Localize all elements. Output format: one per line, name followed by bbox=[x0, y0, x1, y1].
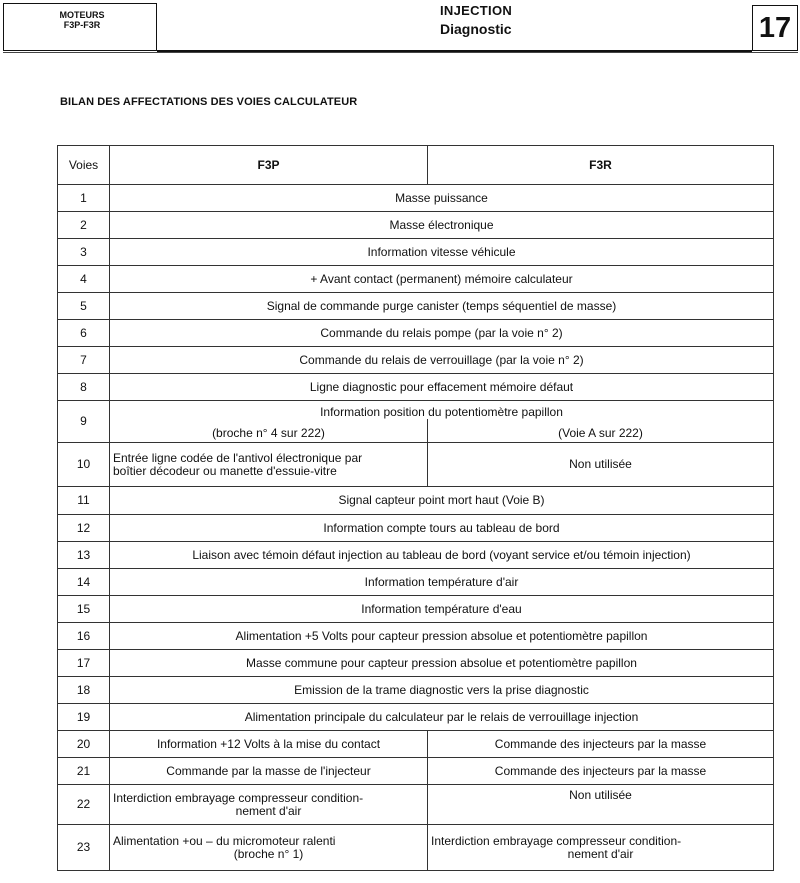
f3p-line: boîtier décodeur ou manette d'essuie-vitre bbox=[113, 463, 337, 478]
table-row bbox=[58, 569, 774, 596]
f3p-cell: Information +12 Volts à la mise du contact bbox=[110, 731, 428, 758]
voie-number: 12 bbox=[58, 515, 110, 542]
engine-header-box bbox=[3, 3, 157, 51]
f3p-line: nement d'air bbox=[235, 803, 302, 818]
f3p-line: Interdiction embrayage compresseur condition- bbox=[113, 790, 364, 805]
f3r-cell: Commande des injecteurs par la masse bbox=[428, 731, 774, 758]
voie-number: 4 bbox=[58, 266, 110, 293]
common-cell: Masse commune pour capteur pression absolue et potentiomètre papillon bbox=[110, 650, 774, 677]
page-number: 17 bbox=[752, 5, 798, 51]
table-row bbox=[58, 293, 774, 320]
table-row bbox=[58, 542, 774, 569]
common-cell: Commande du relais de verrouillage (par la voie n° 2) bbox=[110, 347, 774, 374]
f3r-line: Interdiction embrayage compresseur condition- bbox=[431, 833, 682, 848]
f3p-cell bbox=[110, 443, 428, 487]
table-row bbox=[58, 487, 774, 515]
common-cell: Commande du relais pompe (par la voie n° 2) bbox=[110, 320, 774, 347]
table-row bbox=[58, 596, 774, 623]
table-row bbox=[58, 825, 774, 871]
common-cell: Ligne diagnostic pour effacement mémoire défaut bbox=[110, 374, 774, 401]
voie-number: 10 bbox=[58, 443, 110, 487]
f3r-cell: Non utilisée bbox=[428, 785, 774, 825]
common-cell: Emission de la trame diagnostic vers la prise diagnostic bbox=[110, 677, 774, 704]
voie-number: 19 bbox=[58, 704, 110, 731]
common-cell: Masse puissance bbox=[110, 185, 774, 212]
table-row bbox=[58, 185, 774, 212]
common-cell: Information vitesse véhicule bbox=[110, 239, 774, 266]
f3r-cell: Non utilisée bbox=[428, 443, 774, 487]
table-row bbox=[58, 347, 774, 374]
f3p-cell bbox=[110, 785, 428, 825]
f3r-cell: Commande des injecteurs par la masse bbox=[428, 758, 774, 785]
f3p-line: (broche n° 1) bbox=[233, 846, 304, 861]
voie-number: 8 bbox=[58, 374, 110, 401]
voie-number: 17 bbox=[58, 650, 110, 677]
table-row-split bbox=[58, 419, 774, 443]
table-row bbox=[58, 623, 774, 650]
voie-number: 15 bbox=[58, 596, 110, 623]
header-f3r: F3R bbox=[428, 146, 774, 185]
table-row bbox=[58, 443, 774, 487]
common-cell: Alimentation +5 Volts pour capteur pression absolue et potentiomètre papillon bbox=[110, 623, 774, 650]
common-cell: Alimentation principale du calculateur par le relais de verrouillage injection bbox=[110, 704, 774, 731]
pin-allocation-table bbox=[57, 145, 774, 871]
table-row bbox=[58, 704, 774, 731]
common-cell: Signal capteur point mort haut (Voie B) bbox=[110, 487, 774, 515]
header-f3p: F3P bbox=[110, 146, 428, 185]
header-voies: Voies bbox=[58, 146, 110, 185]
common-cell: Information température d'air bbox=[110, 569, 774, 596]
table-row bbox=[58, 785, 774, 825]
voie-number: 3 bbox=[58, 239, 110, 266]
common-cell: Liaison avec témoin défaut injection au tableau de bord (voyant service et/ou témoin injection) bbox=[110, 542, 774, 569]
table-row bbox=[58, 374, 774, 401]
table-header-row bbox=[58, 146, 774, 185]
f3r-cell: (Voie A sur 222) bbox=[428, 419, 774, 443]
table-row bbox=[58, 401, 774, 419]
f3p-cell: Commande par la masse de l'injecteur bbox=[110, 758, 428, 785]
section-title: BILAN DES AFFECTATIONS DES VOIES CALCULATEUR bbox=[60, 96, 358, 108]
table-row bbox=[58, 239, 774, 266]
common-cell: + Avant contact (permanent) mémoire calculateur bbox=[110, 266, 774, 293]
voie-number: 22 bbox=[58, 785, 110, 825]
voie-number: 5 bbox=[58, 293, 110, 320]
voie-number: 23 bbox=[58, 825, 110, 871]
voie-number: 14 bbox=[58, 569, 110, 596]
engine-label: MOTEURS bbox=[59, 10, 105, 20]
header-rule-thin bbox=[3, 52, 798, 53]
voie-number: 9 bbox=[58, 401, 110, 443]
voie-number: 2 bbox=[58, 212, 110, 239]
f3r-line: nement d'air bbox=[567, 846, 634, 861]
common-cell: Information température d'eau bbox=[110, 596, 774, 623]
table-row bbox=[58, 677, 774, 704]
f3p-cell bbox=[110, 825, 428, 871]
engine-codes: F3P-F3R bbox=[63, 20, 101, 30]
voie-number: 7 bbox=[58, 347, 110, 374]
f3p-cell: (broche n° 4 sur 222) bbox=[110, 419, 428, 443]
voie-number: 18 bbox=[58, 677, 110, 704]
f3p-line: Entrée ligne codée de l'antivol électronique par bbox=[113, 450, 363, 465]
voie-number: 13 bbox=[58, 542, 110, 569]
voie-number: 16 bbox=[58, 623, 110, 650]
voie-number: 6 bbox=[58, 320, 110, 347]
common-cell: Information compte tours au tableau de bord bbox=[110, 515, 774, 542]
table-row bbox=[58, 650, 774, 677]
table-row bbox=[58, 515, 774, 542]
voie-number: 21 bbox=[58, 758, 110, 785]
voie-number: 20 bbox=[58, 731, 110, 758]
page-subtitle: Diagnostic bbox=[440, 21, 512, 37]
table-row bbox=[58, 212, 774, 239]
voie-number: 1 bbox=[58, 185, 110, 212]
common-cell: Masse électronique bbox=[110, 212, 774, 239]
table-row bbox=[58, 731, 774, 758]
table-row bbox=[58, 266, 774, 293]
page-title: INJECTION bbox=[440, 3, 513, 18]
common-cell: Information position du potentiomètre papillon bbox=[110, 401, 774, 419]
f3p-line: Alimentation +ou – du micromoteur ralenti bbox=[113, 833, 336, 848]
voie-number: 11 bbox=[58, 487, 110, 515]
f3r-cell bbox=[428, 825, 774, 871]
common-cell: Signal de commande purge canister (temps séquentiel de masse) bbox=[110, 293, 774, 320]
table-row bbox=[58, 758, 774, 785]
table-row bbox=[58, 320, 774, 347]
